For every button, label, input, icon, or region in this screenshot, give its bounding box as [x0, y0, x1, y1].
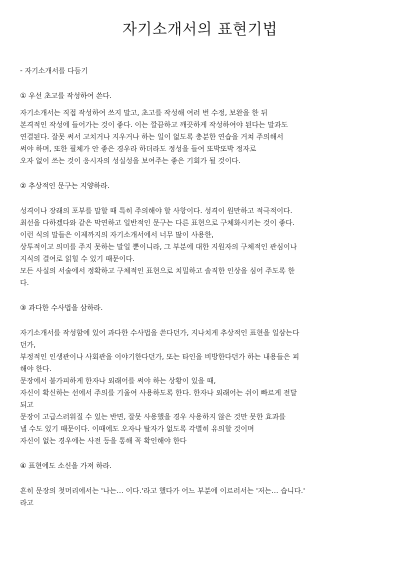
text-line: 이런 식의 말들은 이제까지의 자기소개서에서 너무 많이 사용한, — [20, 231, 214, 239]
document-body — [20, 65, 384, 509]
text-line: 최선을 다하겠다와 같은 막연하고 일반적인 문구는 다른 표현으로 구체화시키는 것이 좋다. — [20, 219, 295, 227]
text-line: 낼 수도 있기 때문이다. 이때에도 오자나 탈자가 없도록 각별히 유의할 것이며 — [20, 425, 255, 433]
section-heading: ④ 표현에도 소신을 가져 하라. — [20, 462, 112, 470]
text-line: 자기소개서는 직접 작성하여 쓰지 말고, 초고를 작성해 여러 번 수정, 보완을 한 뒤 — [20, 109, 268, 117]
section-paragraph — [20, 205, 384, 289]
text-line: 지식의 결여로 읽힐 수 있기 때문이다. — [20, 255, 135, 263]
section-paragraph — [20, 107, 384, 167]
text-line: 모든 사실의 서술에서 정확하고 구체적인 표현으로 치밀하고 솔직한 인상을 심어 주도록 한 — [20, 267, 295, 275]
section-paragraph — [20, 327, 384, 447]
section-paragraph — [20, 485, 384, 509]
text-line: 문장에서 불가피하게 한자나 외래어를 써야 하는 상황이 있을 때, — [20, 377, 216, 385]
text-line: 던가, — [20, 341, 36, 349]
text-line: 문장이 고급스러워질 수 있는 반면, 잘못 사용했을 경우 사용하지 않은 것만 못한 효과를 — [20, 413, 286, 421]
text-line: 되고 — [20, 401, 34, 409]
text-line: 다. — [20, 279, 29, 287]
text-line: 해야 한다. — [20, 365, 52, 373]
text-line: 본격적인 작성에 들어가는 것이 좋다. 이는 깔끔하고 깨끗하게 작성하여야 된다는 말과도 — [20, 121, 288, 129]
text-line: 오자 없이 쓰는 것이 응시자의 성실성을 보여주는 좋은 기회가 될 것이다. — [20, 157, 241, 165]
text-line: 라고 — [20, 499, 34, 507]
text-line: 흔히 문장의 첫머리에서는 '나는… 이다.'라고 했다가 어느 부분에 이르러서는 '저는… 습니다.' — [20, 487, 306, 495]
section-heading: ② 추상적인 문구는 지양하라. — [20, 182, 110, 190]
text-line: 써야 하며, 또한 필체가 안 좋은 경우라 하더라도 정성을 들여 또박또박 정자로 — [20, 145, 257, 153]
text-line: 부정적인 인생관이나 사회관을 이야기한다던가, 또는 타인을 비방한다던가 하는 내용들은 피 — [20, 353, 300, 361]
text-line: 자신이 없는 경우에는 사전 등을 통해 꼭 확인해야 한다 — [20, 437, 187, 445]
section-heading: ① 우선 초고를 작성하여 쓴다. — [20, 92, 112, 100]
text-line: 자신이 확신하는 선에서 주의를 기울여 사용하도록 한다. 한자나 외래어는 쉬이 빠르게 전달 — [20, 389, 297, 397]
text-line: 연결된다. 잘못 써서 고치거나 지우거나 하는 일이 없도록 충분한 연습을 거쳐 주의해서 — [20, 133, 284, 141]
text-line: 자기소개서를 작성함에 있어 과다한 수사법을 쓴다던가, 지나치게 추상적인 표현을 일삼는다 — [20, 329, 300, 337]
section-heading: ③ 과다한 수사법을 삼하라. — [20, 304, 103, 312]
subtitle: - 자기소개서를 다듬기 — [20, 67, 88, 75]
text-line: 상투적이고 의미를 주지 못하는 말일 뿐이니라, 그 부분에 대한 지원자의 구체적인 관심이나 — [20, 243, 297, 251]
page-title: 자기소개서의 표현기법 — [122, 20, 278, 38]
text-line: 성격이나 장래의 포부를 말할 때 특히 주의해야 할 사항이다. 성격이 원만하고 적극적이다. — [20, 207, 293, 215]
